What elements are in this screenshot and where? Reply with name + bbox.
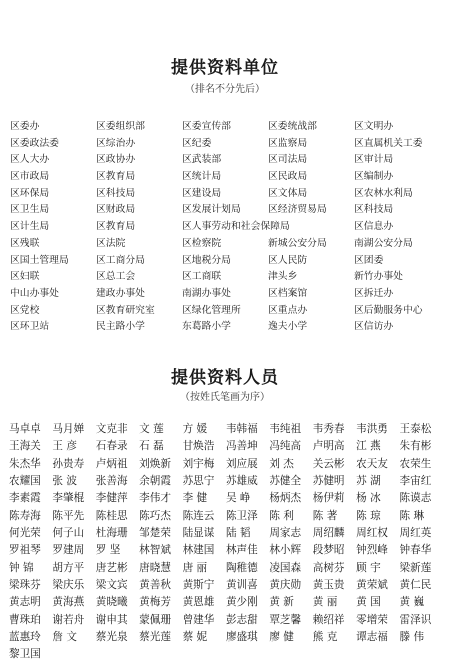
person-name: 孙贵寿 <box>52 457 85 470</box>
unit-item: 区编制办 <box>354 171 394 183</box>
people-list <box>9 421 447 664</box>
person-name: 韦韩福 <box>225 423 258 435</box>
unit-item: 区信访办 <box>354 321 394 333</box>
unit-item: 区委宣传部 <box>182 121 231 132</box>
unit-item: 区发展计划局 <box>182 204 241 216</box>
person-name: 胡方平 <box>52 561 85 574</box>
person-name: 林小辉 <box>269 544 302 557</box>
person-name: 凌国森 <box>269 561 302 574</box>
person-name: 何子山 <box>52 527 85 540</box>
person-name: 杨炳杰 <box>269 492 302 505</box>
person-name: 卢炳祖 <box>95 457 128 470</box>
unit-item: 区人大办 <box>10 154 50 166</box>
unit-item: 区文体局 <box>268 187 308 199</box>
unit-item: 东葛路小学 <box>182 321 231 333</box>
people-section-title: 提供资料人员 <box>171 368 279 388</box>
person-name: 文克非 <box>95 423 128 435</box>
unit-item: 区环卫站 <box>10 321 50 333</box>
person-name: 黄梅芳 <box>139 596 171 609</box>
person-name: 周家志 <box>269 527 302 540</box>
person-name: 滕 伟 <box>399 631 425 644</box>
person-name: 刘应展 <box>225 457 258 470</box>
person-name: 马月婵 <box>52 423 85 435</box>
unit-item: 区统计局 <box>182 171 222 183</box>
unit-item: 区法院 <box>96 237 126 249</box>
unit-item: 南湖公安分局 <box>354 237 413 249</box>
person-name: 陈 琼 <box>356 509 381 522</box>
person-name: 陈平先 <box>52 509 85 522</box>
person-name: 黄 巍 <box>399 596 425 609</box>
person-name: 罗 坚 <box>95 544 121 557</box>
unit-item: 区司法局 <box>268 154 308 166</box>
unit-item: 区科技局 <box>96 187 136 199</box>
person-name: 曾建华 <box>182 613 215 626</box>
person-name: 朱有彬 <box>399 440 432 453</box>
person-name: 陆显谋 <box>182 527 215 540</box>
unit-item: 区残联 <box>10 237 40 249</box>
person-name: 谭志福 <box>356 631 388 644</box>
person-name: 冯纯高 <box>269 440 302 453</box>
unit-section-title: 提供资料单位 <box>171 58 279 78</box>
unit-item: 区后勤服务中心 <box>354 304 423 316</box>
unit-item: 南湖办事处 <box>182 287 231 299</box>
unit-item: 区工商分局 <box>96 254 145 266</box>
unit-item: 区综治办 <box>96 137 136 149</box>
unit-item: 区建设局 <box>182 187 222 199</box>
unit-item: 区委组织部 <box>96 121 145 132</box>
person-name: 冯善坤 <box>225 440 258 453</box>
person-name: 李素霞 <box>9 492 41 505</box>
unit-item: 区教育研究室 <box>96 304 155 316</box>
person-name: 苏思宁 <box>182 475 215 488</box>
person-name: 陶稚德 <box>225 561 258 574</box>
unit-item: 区环保局 <box>10 187 50 199</box>
person-name: 黄庆勋 <box>269 579 302 592</box>
unit-item: 区农林水利局 <box>354 187 413 199</box>
unit-item: 区审计局 <box>354 154 394 166</box>
person-name: 钟烈峰 <box>356 544 388 557</box>
person-name: 陆 韬 <box>225 527 251 540</box>
person-name: 周绍麟 <box>312 527 345 540</box>
person-name: 罗建周 <box>52 544 85 557</box>
person-name: 雷泽识 <box>399 613 432 626</box>
unit-item: 区国土管理局 <box>10 254 69 266</box>
person-name: 杨 冰 <box>356 492 381 505</box>
person-name: 卢明高 <box>312 440 345 453</box>
person-name: 蔡光泉 <box>95 631 128 644</box>
unit-item: 区信息办 <box>354 221 394 233</box>
person-name: 吴 峥 <box>225 492 251 505</box>
unit-item: 区人民防 <box>268 254 308 266</box>
person-name: 蒙佩珊 <box>139 613 171 626</box>
person-name: 李宙红 <box>399 475 432 488</box>
person-name: 林智斌 <box>139 544 171 557</box>
person-name: 覃芝馨 <box>269 613 302 626</box>
unit-item: 新竹办事处 <box>354 271 403 283</box>
unit-item: 区直属机关工委 <box>354 137 423 149</box>
person-name: 张 波 <box>52 475 77 488</box>
person-name: 黄玉贵 <box>312 579 345 592</box>
unit-item: 区科技局 <box>354 204 394 216</box>
unit-item: 区妇联 <box>10 271 40 283</box>
unit-item: 区计生局 <box>10 221 50 233</box>
person-name: 黄 国 <box>356 596 381 609</box>
unit-item: 区武装部 <box>182 154 222 166</box>
person-name: 江 燕 <box>356 440 381 453</box>
person-name: 陈 利 <box>269 509 294 522</box>
person-name: 周红权 <box>356 527 388 540</box>
person-name: 彭志甜 <box>225 613 258 626</box>
person-name: 邹楚荣 <box>139 527 171 540</box>
person-name: 方 媛 <box>182 423 208 435</box>
unit-item: 中山办事处 <box>10 287 59 299</box>
person-name: 李伟才 <box>139 492 171 505</box>
person-name: 陈巧杰 <box>139 509 171 522</box>
unit-item: 民主路小学 <box>96 321 145 333</box>
unit-item: 区拆迁办 <box>354 287 394 299</box>
person-name: 杨伊莉 <box>312 492 345 505</box>
person-name: 熊 克 <box>312 631 338 644</box>
person-name: 黄训喜 <box>225 579 258 592</box>
person-name: 韦洪勇 <box>356 423 388 435</box>
person-name: 赖绍祥 <box>312 613 345 626</box>
unit-item: 区经济贸易局 <box>268 204 327 216</box>
unit-list <box>10 119 446 336</box>
person-name: 钟 锦 <box>9 561 34 574</box>
person-name: 黄志明 <box>9 596 41 609</box>
person-name: 廖盛琪 <box>225 631 258 644</box>
person-name: 马卓卓 <box>9 423 41 435</box>
person-name: 朱杰华 <box>9 457 41 470</box>
unit-item: 区党校 <box>10 304 40 316</box>
person-name: 黄晓曦 <box>95 596 128 609</box>
person-name: 关云彬 <box>312 457 345 470</box>
unit-item: 区教育局 <box>96 221 136 233</box>
person-name: 梁文宾 <box>95 579 128 592</box>
person-name: 杜海珊 <box>95 527 128 540</box>
people-section-subtitle: （按姓氏笔画为序） <box>180 392 270 403</box>
person-name: 零增荣 <box>356 613 388 626</box>
person-name: 黄 丽 <box>312 596 338 609</box>
unit-item: 区委政法委 <box>10 137 59 149</box>
person-name: 黄海燕 <box>52 596 85 609</box>
person-name: 黄斯宁 <box>182 579 215 592</box>
person-name: 李 健 <box>182 492 208 505</box>
person-name: 陈谟志 <box>399 492 432 505</box>
unit-item: 区监察局 <box>268 137 308 149</box>
person-name: 段梦昭 <box>312 544 345 557</box>
person-name: 苏健明 <box>312 475 345 488</box>
unit-item: 区档案馆 <box>268 287 308 299</box>
person-name: 廖 健 <box>269 631 294 644</box>
unit-item: 区卫生局 <box>10 204 50 216</box>
person-name: 李肇棍 <box>52 492 85 505</box>
unit-item: 区委办 <box>10 121 40 132</box>
person-name: 唐 丽 <box>182 561 208 574</box>
unit-item: 区重点办 <box>268 304 308 316</box>
person-name: 石春录 <box>95 440 128 453</box>
person-name: 蓝惠玲 <box>9 631 41 644</box>
person-name: 王泰松 <box>399 423 432 435</box>
person-name: 王 彦 <box>52 440 77 453</box>
person-name: 梁庆乐 <box>52 579 85 592</box>
unit-item: 区政协办 <box>96 154 136 166</box>
unit-item: 区教育局 <box>96 171 136 183</box>
person-name: 农耀国 <box>9 475 41 488</box>
person-name: 蔡光莲 <box>139 631 171 644</box>
person-name: 梁新莲 <box>399 561 432 574</box>
person-name: 甘焕浩 <box>182 440 215 453</box>
person-name: 詹 文 <box>52 631 77 644</box>
person-name: 黄善秋 <box>139 579 171 592</box>
person-name: 黄 新 <box>269 596 294 609</box>
unit-item: 区民政局 <box>268 171 308 183</box>
unit-item: 区人事劳动和社会保障局 <box>182 221 290 233</box>
person-name: 韦纯祖 <box>269 423 302 435</box>
person-name: 李健萍 <box>95 492 128 505</box>
person-name: 刘焕新 <box>139 457 171 470</box>
person-name: 陈桂思 <box>95 509 128 522</box>
person-name: 陈连云 <box>182 509 215 522</box>
unit-item: 区工商联 <box>182 271 222 283</box>
person-name: 农天友 <box>356 457 388 470</box>
unit-item: 区绿化管理所 <box>182 304 241 316</box>
person-name: 蔡 妮 <box>182 631 208 644</box>
person-name: 王海关 <box>9 440 41 453</box>
unit-item: 区检察院 <box>182 237 222 249</box>
person-name: 刘宇梅 <box>182 457 215 470</box>
person-name: 苏 湖 <box>356 475 381 488</box>
unit-item: 区文明办 <box>354 121 394 132</box>
person-name: 农荣生 <box>399 457 432 470</box>
person-name: 石 磊 <box>139 440 164 453</box>
person-name: 陈寿海 <box>9 509 41 522</box>
person-name: 谢申其 <box>95 613 128 626</box>
unit-item: 逸夫小学 <box>268 321 308 333</box>
person-name: 林声佳 <box>225 544 258 557</box>
unit-item: 建政办事处 <box>96 287 145 299</box>
unit-item: 区地税分局 <box>182 254 231 266</box>
person-name: 苏健全 <box>269 475 302 488</box>
person-name: 何光荣 <box>9 527 41 540</box>
unit-item: 区市政局 <box>10 171 50 183</box>
person-name: 钟春华 <box>399 544 432 557</box>
person-name: 曹珠珀 <box>9 613 41 626</box>
unit-item: 区团委 <box>354 254 384 266</box>
unit-item: 新城公安分局 <box>268 237 327 249</box>
person-name: 陈 著 <box>312 509 338 522</box>
person-name: 罗祖琴 <box>9 544 41 557</box>
person-name: 黎卫国 <box>9 648 41 661</box>
unit-item: 区委统战部 <box>268 121 317 132</box>
person-name: 余朝霞 <box>139 475 171 488</box>
person-name: 高树芬 <box>312 561 345 574</box>
person-name: 黄仁民 <box>399 579 432 592</box>
person-name: 陈 琳 <box>399 509 425 522</box>
person-name: 唐艺彬 <box>95 561 128 574</box>
person-name: 文 莲 <box>139 423 164 435</box>
unit-section-subtitle: （排名不分先后） <box>185 84 265 95</box>
unit-item: 区财政局 <box>96 204 136 216</box>
person-name: 韦秀春 <box>312 423 345 435</box>
person-name: 黄恩雄 <box>182 596 215 609</box>
person-name: 顾 宇 <box>356 561 381 574</box>
person-name: 黄少刚 <box>225 596 258 609</box>
person-name: 苏雄威 <box>225 475 258 488</box>
person-name: 张善海 <box>95 475 128 488</box>
person-name: 陈卫泽 <box>225 509 258 522</box>
person-name: 唐晓慧 <box>139 561 171 574</box>
person-name: 黄荣斌 <box>356 579 388 592</box>
person-name: 梁珠芬 <box>9 579 41 592</box>
person-name: 谢若舟 <box>52 613 85 626</box>
person-name: 林建国 <box>182 544 215 557</box>
unit-item: 津头乡 <box>268 271 298 283</box>
person-name: 周红英 <box>399 527 432 540</box>
unit-item: 区纪委 <box>182 137 212 149</box>
person-name: 刘 杰 <box>269 457 294 470</box>
unit-item: 区总工会 <box>96 271 136 283</box>
unit-item <box>268 219 354 236</box>
